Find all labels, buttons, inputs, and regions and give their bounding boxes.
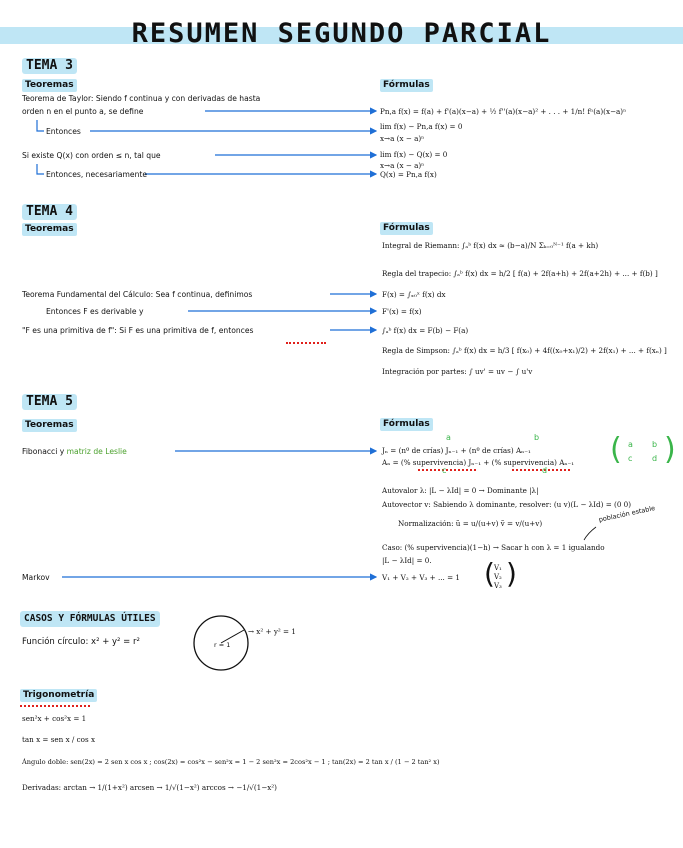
- supervivencia-underline-2: [512, 469, 570, 471]
- tema5-formulas-label: Fórmulas: [380, 418, 433, 431]
- matrix-a: a: [628, 440, 633, 449]
- matrix-c: c: [628, 454, 633, 463]
- taylor-line2: orden n en el punto a, se define: [22, 107, 144, 116]
- trig-angulo-doble: Ángulo doble: sen(2x) = 2 sen x cos x ; cos(2x) = cos²x − sen²x = 1 − 2 sen²x = 2cos²x − 1 ; tan(2x) = 2 tan x / (1 − 2 tan² x): [22, 758, 440, 766]
- poblacion-estable-note: población estable: [598, 504, 656, 524]
- autovector-formula: Autovector v: Sabiendo λ dominante, resolver: (u v)(L − λId) = (0 0): [382, 500, 632, 509]
- primitiva-text: "F es una primitiva de f": Si F es una primitiva de f, entonces: [22, 326, 254, 335]
- funcion-circulo: Función círculo: x² + y² = r²: [22, 637, 140, 647]
- supervivencia-underline-1: [418, 469, 476, 471]
- matrix-right-paren: ): [664, 432, 676, 467]
- hook-entonces1: [37, 120, 44, 131]
- limit-1-sub: x→a (x − a)ⁿ: [380, 134, 425, 143]
- necesariamente-label: Entonces, necesariamente: [46, 170, 148, 179]
- matrix-b: b: [652, 440, 658, 449]
- matrix-left-paren: (: [610, 432, 622, 467]
- limit-2: lim f(x) − Q(x) = 0: [380, 150, 448, 159]
- fundamental-text: Teorema Fundamental del Cálculo: Sea f continua, definimos: [22, 290, 253, 299]
- limit-2-sub: x→a (x − a)ⁿ: [380, 161, 425, 170]
- derivable-formula: F'(x) = f(x): [382, 307, 422, 316]
- q-equals-taylor: Q(x) = Pn,a f(x): [380, 170, 437, 179]
- tema3-heading: TEMA 3: [22, 58, 77, 74]
- derivable-text: Entonces F es derivable y: [46, 307, 144, 316]
- trig-tan: tan x = sen x / cos x: [22, 735, 96, 744]
- leslie-eq-j: Jₙ = (nº de crías) Jₙ₋₁ + (nº de crías) Aₙ₋₁: [382, 446, 531, 455]
- tema5-teoremas-label: Teoremas: [22, 419, 77, 432]
- tema4-teoremas-label: Teoremas: [22, 223, 77, 236]
- markov-formula: V₁ + V₂ + V₃ + ... = 1: [382, 573, 461, 582]
- trig-red-underline: [20, 705, 90, 707]
- taylor-polynomial: Pn,a f(x) = f(a) + f'(a)(x−a) + ½ f''(a)(x−a)² + . . . + 1/n! fⁿ(a)(x−a)ⁿ: [380, 107, 627, 116]
- tema3-teoremas-label: Teoremas: [22, 79, 77, 92]
- markov-v3: V₃: [494, 582, 502, 590]
- radius-label: r = 1: [214, 641, 231, 649]
- leslie-label: matriz de Leslie: [66, 447, 127, 456]
- primitiva-formula: ∫ₐᵇ f(x) dx = F(b) − F(a): [382, 326, 469, 335]
- caso-formula: Caso: (% supervivencia)(1−h) → Sacar h con λ = 1 igualando: [382, 543, 605, 552]
- trig-heading: Trigonometría: [20, 689, 97, 702]
- tema4-formulas-label: Fórmulas: [380, 222, 433, 235]
- label-d: d: [542, 466, 548, 475]
- trapecio-formula: Regla del trapecio: ∫ₐᵇ f(x) dx = h/2 [ f(a) + 2f(a+h) + 2f(a+2h) + ... + f(b) ]: [382, 269, 658, 278]
- label-b: b: [534, 433, 540, 442]
- fundamental-formula: F(x) = ∫ₓ₀ˣ f(x) dx: [382, 290, 446, 299]
- casos-heading: CASOS Y FÓRMULAS ÚTILES: [20, 611, 160, 627]
- label-c: c: [442, 466, 447, 475]
- markov-vector-right: ): [506, 557, 517, 590]
- fibonacci-label: Fibonacci y: [22, 447, 65, 456]
- simpson-formula: Regla de Simpson: ∫ₐᵇ f(x) dx = h/3 [ f(x₀) + 4f((x₀+x₁)/2) + 2f(x₁) + ... + f(xₙ) ]: [382, 346, 667, 355]
- entonces-label-1: Entonces: [46, 127, 81, 136]
- page-title: RESUMEN SEGUNDO PARCIAL: [131, 18, 552, 49]
- markov-v2: V₂: [494, 573, 502, 581]
- trig-derivadas: Derivadas: arctan → 1/(1+x²) arcsen → 1/√(1−x²) arccos → −1/√(1−x²): [22, 783, 277, 792]
- markov-v1: V₁: [494, 564, 502, 572]
- partes-formula: Integración por partes: ∫ uv' = uv − ∫ u'v: [382, 367, 533, 376]
- caso-formula-2: |L − λId| = 0.: [382, 556, 432, 565]
- fibonacci-text: [22, 446, 127, 457]
- existe-q-text: Si existe Q(x) con orden ≤ n, tal que: [22, 151, 161, 160]
- markov-label: Markov: [22, 573, 50, 582]
- poblacion-curve: [584, 527, 596, 540]
- tema3-formulas-label: Fórmulas: [380, 79, 433, 92]
- tema4-heading: TEMA 4: [22, 204, 77, 220]
- circle-equation: → x² + y² = 1: [248, 627, 296, 636]
- markov-vector-left: (: [484, 557, 495, 590]
- trig-identity: sen²x + cos²x = 1: [22, 714, 87, 723]
- limit-1: lim f(x) − Pn,a f(x) = 0: [380, 122, 463, 131]
- normalizacion-formula: Normalización: ũ = u/(u+v) ṽ = v/(u+v): [398, 519, 543, 528]
- matrix-d: d: [652, 454, 658, 463]
- riemann-formula: Integral de Riemann: ∫ₐᵇ f(x) dx ≈ (b−a)/N Σₖ₌₀ᴺ⁻¹ f(a + kh): [382, 241, 599, 250]
- autovalor-formula: Autovalor λ: |L − λId| = 0 → Dominante |λ|: [382, 486, 539, 495]
- entonces-red-underline: [286, 342, 326, 344]
- leslie-eq-a: Aₙ = (% supervivencia) Jₙ₋₁ + (% supervivencia) Aₙ₋₁: [382, 458, 575, 467]
- hook-necesariamente: [37, 164, 44, 174]
- label-a: a: [446, 433, 451, 442]
- tema5-heading: TEMA 5: [22, 394, 77, 410]
- taylor-line1: Teorema de Taylor: Siendo f continua y con derivadas de hasta: [22, 94, 261, 103]
